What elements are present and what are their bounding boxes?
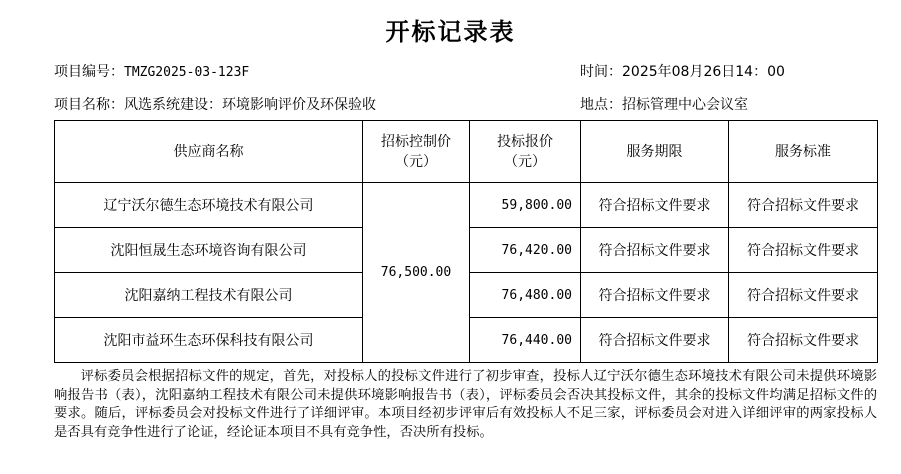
- bid-price: 76,420.00: [470, 228, 581, 273]
- header-bid-price-line2: （元）: [504, 153, 546, 170]
- supplier-name: 辽宁沃尔德生态环境技术有限公司: [55, 183, 363, 228]
- header-supplier: 供应商名称: [55, 121, 363, 183]
- project-name-label: 项目名称：: [54, 97, 124, 113]
- header-bid-price: [470, 121, 581, 183]
- time-value: 2025年08月26日14：00: [622, 64, 785, 80]
- location-value: 招标管理中心会议室: [622, 97, 748, 113]
- header-control-price-line1: 招标控制价: [381, 133, 451, 150]
- bid-opening-table: [54, 120, 878, 363]
- supplier-name: 沈阳恒晟生态环境咨询有限公司: [55, 228, 363, 273]
- header-service-period: 服务期限: [581, 121, 729, 183]
- header-service-standard: 服务标准: [729, 121, 878, 183]
- project-name-value: 风选系统建设：环境影响评价及环保验收: [124, 97, 376, 113]
- service-period: 符合招标文件要求: [581, 318, 729, 363]
- project-number-value: TMZG2025-03-123F: [124, 65, 250, 80]
- time-label: 时间：: [580, 64, 622, 80]
- open-time: [580, 61, 785, 81]
- control-price-cell: 76,500.00: [363, 183, 470, 363]
- page-title: 开标记录表: [385, 17, 516, 46]
- project-number-label: 项目编号：: [54, 64, 124, 80]
- header-control-price: [363, 121, 470, 183]
- service-standard: 符合招标文件要求: [729, 183, 878, 228]
- table-header-row: [55, 121, 878, 183]
- service-period: 符合招标文件要求: [581, 183, 729, 228]
- service-period: 符合招标文件要求: [581, 228, 729, 273]
- location: [580, 94, 748, 114]
- location-label: 地点：: [580, 97, 622, 113]
- bid-price: 76,480.00: [470, 273, 581, 318]
- header-control-price-line2: （元）: [395, 153, 437, 170]
- header-bid-price-line1: 投标报价: [497, 133, 553, 150]
- supplier-name: 沈阳嘉纳工程技术有限公司: [55, 273, 363, 318]
- service-standard: 符合招标文件要求: [729, 273, 878, 318]
- service-standard: 符合招标文件要求: [729, 228, 878, 273]
- service-standard: 符合招标文件要求: [729, 318, 878, 363]
- project-number: [54, 61, 249, 81]
- project-name: [54, 94, 376, 114]
- table-row: [55, 183, 878, 228]
- bid-price: 59,800.00: [470, 183, 581, 228]
- evaluation-note: 评标委员会根据招标文件的规定，首先，对投标人的投标文件进行了初步审查，投标人辽宁沃尔德生态环境技术有限公司未提供环境影响报告书（表），沈阳嘉纳工程技术有限公司未提供环境影响报告书（表），评标委员会否决其投标文件，其余的投标文件均满足招标文件的要求。随后，评标委员会对投标文件进行了详细评审。本项目经初步评审后有效投标人不足三家，评标委员会对进入详细评审的两家投标人是否具有竞争性进行了论证，经论证本项目不具有竞争性，否决所有投标。: [54, 369, 877, 440]
- bid-price: 76,440.00: [470, 318, 581, 363]
- service-period: 符合招标文件要求: [581, 273, 729, 318]
- supplier-name: 沈阳市益环生态环保科技有限公司: [55, 318, 363, 363]
